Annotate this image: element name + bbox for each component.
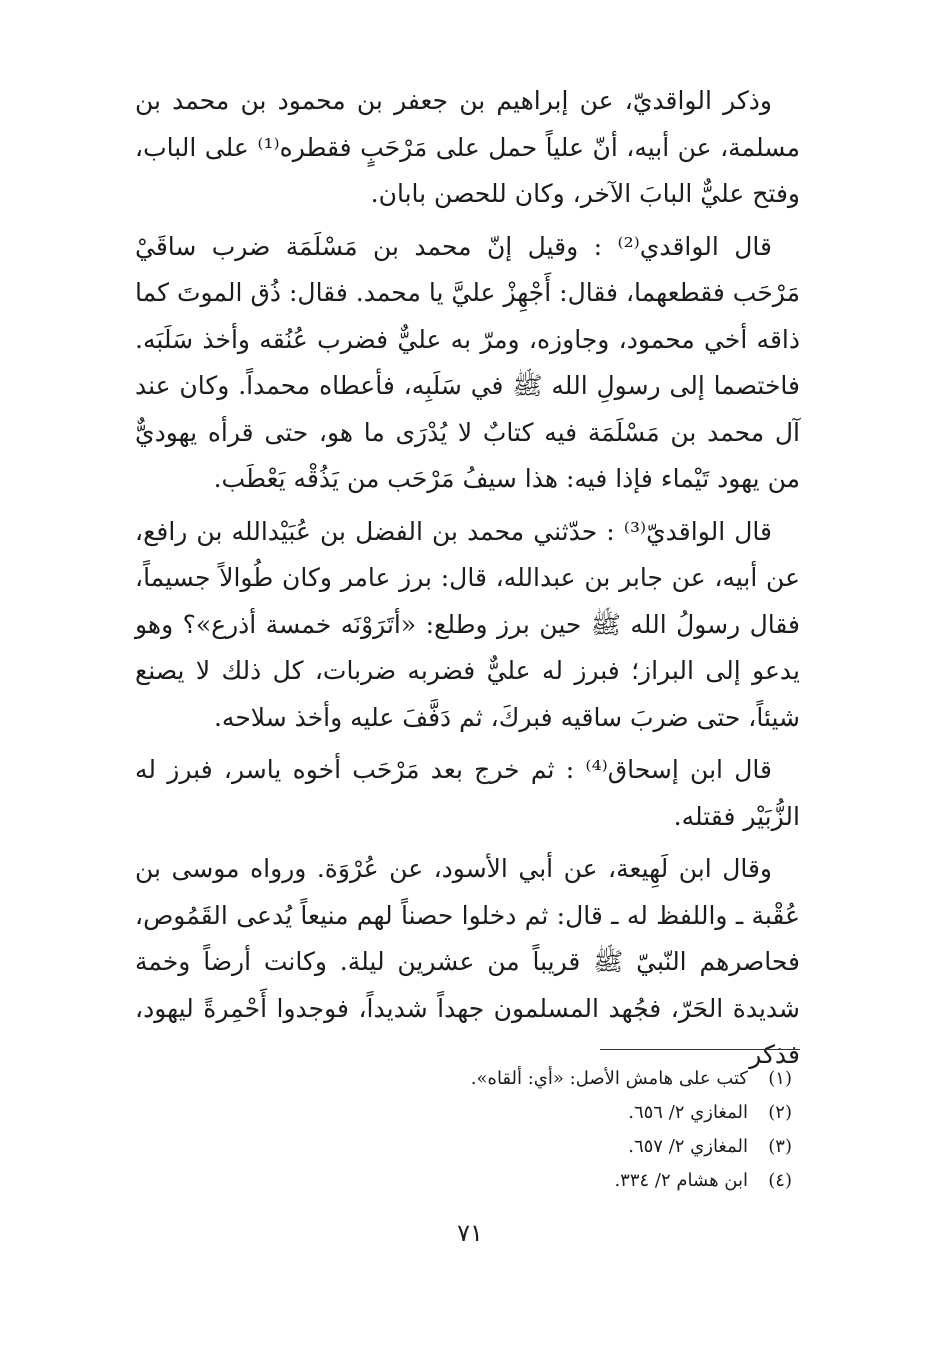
footnotes — [400, 1062, 792, 1198]
footnote — [400, 1062, 792, 1096]
main-text — [135, 78, 800, 1085]
footnote-text: ابن هشام ٢/ ٣٣٤. — [614, 1170, 748, 1191]
footnote-number: (١) — [768, 1068, 792, 1089]
footnote — [400, 1130, 792, 1164]
footnote — [400, 1164, 792, 1198]
paragraph: وقال ابن لَهِيعة، عن أبي الأسود، عن عُرْوَة. ورواه موسى بن عُقْبة ـ واللفظ له ـ قال: ثم دخلوا حصناً لهم منيعاً يُدعى القَمُوص، فحاصرهم النّبيّ ﷺ قريباً من عشرين ليلة. وكانت أرضاً وخمة شديدة الحَرّ، فجُهد المسلمون جهداً شديداً، فوجدوا أَحْمِرةً ليهود، فذكر — [135, 854, 800, 1069]
footnote-number: (٣) — [768, 1136, 792, 1157]
footnote-text: المغازي ٢/ ٦٥٦. — [628, 1102, 748, 1123]
footnote-separator — [600, 1049, 800, 1050]
footnote-text: المغازي ٢/ ٦٥٧. — [628, 1136, 748, 1157]
paragraph: قال الواقديّ⁽³⁾ : حدّثني محمد بن الفضل بن عُبَيْدالله بن رافع، عن أبيه، عن جابر بن عبدالله، قال: برز عامر وكان طُوالاً جسيماً، فقال رسولُ الله ﷺ حين برز وطلع: «أتَرَوْنَه خمسة أذرع»؟ وهو يدعو إلى البراز؛ فبرز له عليٌّ فضربه ضربات، كل ذلك لا يصنع شيئاً، حتى ضربَ ساقيه فبركَ، ثم دَفَّفَ عليه وأخذ سلاحه. — [135, 516, 800, 732]
footnote — [400, 1096, 792, 1130]
paragraph: قال الواقدي⁽²⁾ : وقيل إنّ محمد بن مَسْلَمَة ضرب ساقَيْ مَرْحَب فقطعهما، فقال: أَجْهِزْ عليَّ يا محمد. فقال: ذُق الموتَ كما ذاقه أخي محمود، وجاوزه، ومرّ به عليٌّ فضرب عُنُقه وأخذ سَلَبَه. فاختصما إلى رسولِ الله ﷺ في سَلَبِه، فأعطاه محمداً. وكان عند آل محمد بن مَسْلَمَة فيه كتابٌ لا يُدْرَى ما هو، حتى قرأه يهوديٌّ من يهود تَيْماء فإذا فيه: هذا سيفُ مَرْحَب من يَذُقْه يَعْطَب. — [135, 231, 800, 493]
paragraph: وذكر الواقديّ، عن إبراهيم بن جعفر بن محمود بن محمد بن مسلمة، عن أبيه، أنّ علياً حمل على مَرْحَبٍ فقطره⁽¹⁾ على الباب، وفتح عليٌّ البابَ الآخر، وكان للحصن بابان. — [135, 86, 800, 208]
footnote-number: (٢) — [768, 1102, 792, 1123]
footnote-number: (٤) — [768, 1170, 792, 1191]
page-number: ٧١ — [457, 1219, 483, 1247]
paragraph: قال ابن إسحاق⁽⁴⁾ : ثم خرج بعد مَرْحَب أخوه ياسر، فبرز له الزُّبَيْر فقتله. — [135, 755, 800, 831]
footnote-text: كتب على هامش الأصل: «أي: ألقاه». — [470, 1068, 748, 1089]
